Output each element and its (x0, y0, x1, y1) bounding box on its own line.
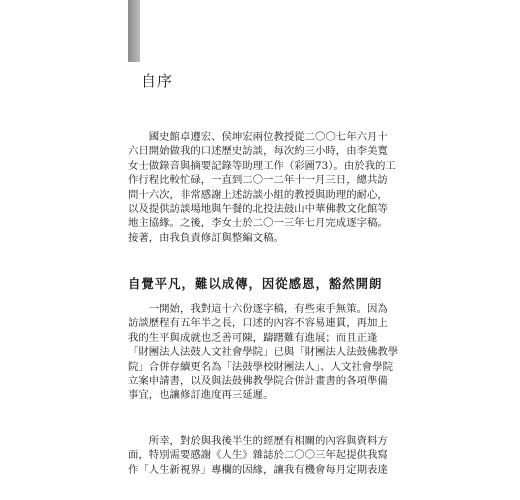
paragraph-line: 作行程比較忙碌，一直到二〇一二年十一月三日，總共訪 (128, 174, 388, 187)
section-heading: 自覺平凡，難以成傳，因從感恩，豁然開朗 (128, 276, 383, 291)
paragraph-line: 國史館卓遵宏、侯坤宏兩位教授從二〇〇七年六月十 (128, 131, 388, 143)
section-paragraph-2 (128, 434, 388, 477)
paragraph-line: 六日開始做我的口述歷史訪談，每次約三小時，由李美寬 (128, 145, 388, 158)
paragraph-line: 問十六次，非常感謝上述訪談小組的教授與助理的耐心， (128, 188, 388, 201)
paragraph-line: 事宜，也讓修訂進度再三延遲。 (128, 389, 274, 402)
paragraph-line: 作「人生新視界」專欄的因緣，讓我有機會每月定期表達 (128, 463, 388, 476)
paragraph-line: 地主協緣。之後，李女士於二〇一三年七月完成逐字稿。 (128, 217, 388, 230)
paragraph-line: 院」合併存續更名為「法鼓學校財團法人」、人文社會學院 (128, 360, 393, 373)
paragraph-line: 立案申請書，以及與法鼓佛教學院合併計畫書的各項準備 (128, 375, 388, 388)
paragraph-line: 以及提供訪談場地與午餐的北投法鼓山中華佛教文化館等 (128, 203, 388, 216)
paragraph-line: 所幸，對於與我後半生的經歷有相關的內容與資料方 (128, 435, 388, 447)
chapter-tab-bar (128, 0, 140, 62)
paragraph-line: 面，特別需要感謝《人生》雜誌於二〇〇三年起提供我寫 (128, 449, 388, 462)
paragraph-line: 女士做錄音與摘要記錄等助理工作（彩圖73）。由於我的工 (128, 159, 396, 172)
paragraph-line: 接著，由我負責修訂與整編文稿。 (128, 231, 284, 244)
paragraph-line: 「財團法人法鼓人文社會學院」已與「財團法人法鼓佛教學 (128, 346, 399, 359)
section-paragraph (128, 302, 399, 403)
paragraph-line: 一開始，我對這十六份逐字稿，有些束手無策。因為 (128, 303, 388, 315)
page-title: 自序 (141, 72, 174, 90)
paragraph-line: 訪談歷程有五年半之長，口述的內容不容易連貫，再加上 (128, 317, 388, 330)
paragraph-line: 我的生平與成就也乏善可陳，躊躇難有進展；而且正逢 (128, 331, 378, 344)
intro-paragraph (128, 130, 396, 245)
